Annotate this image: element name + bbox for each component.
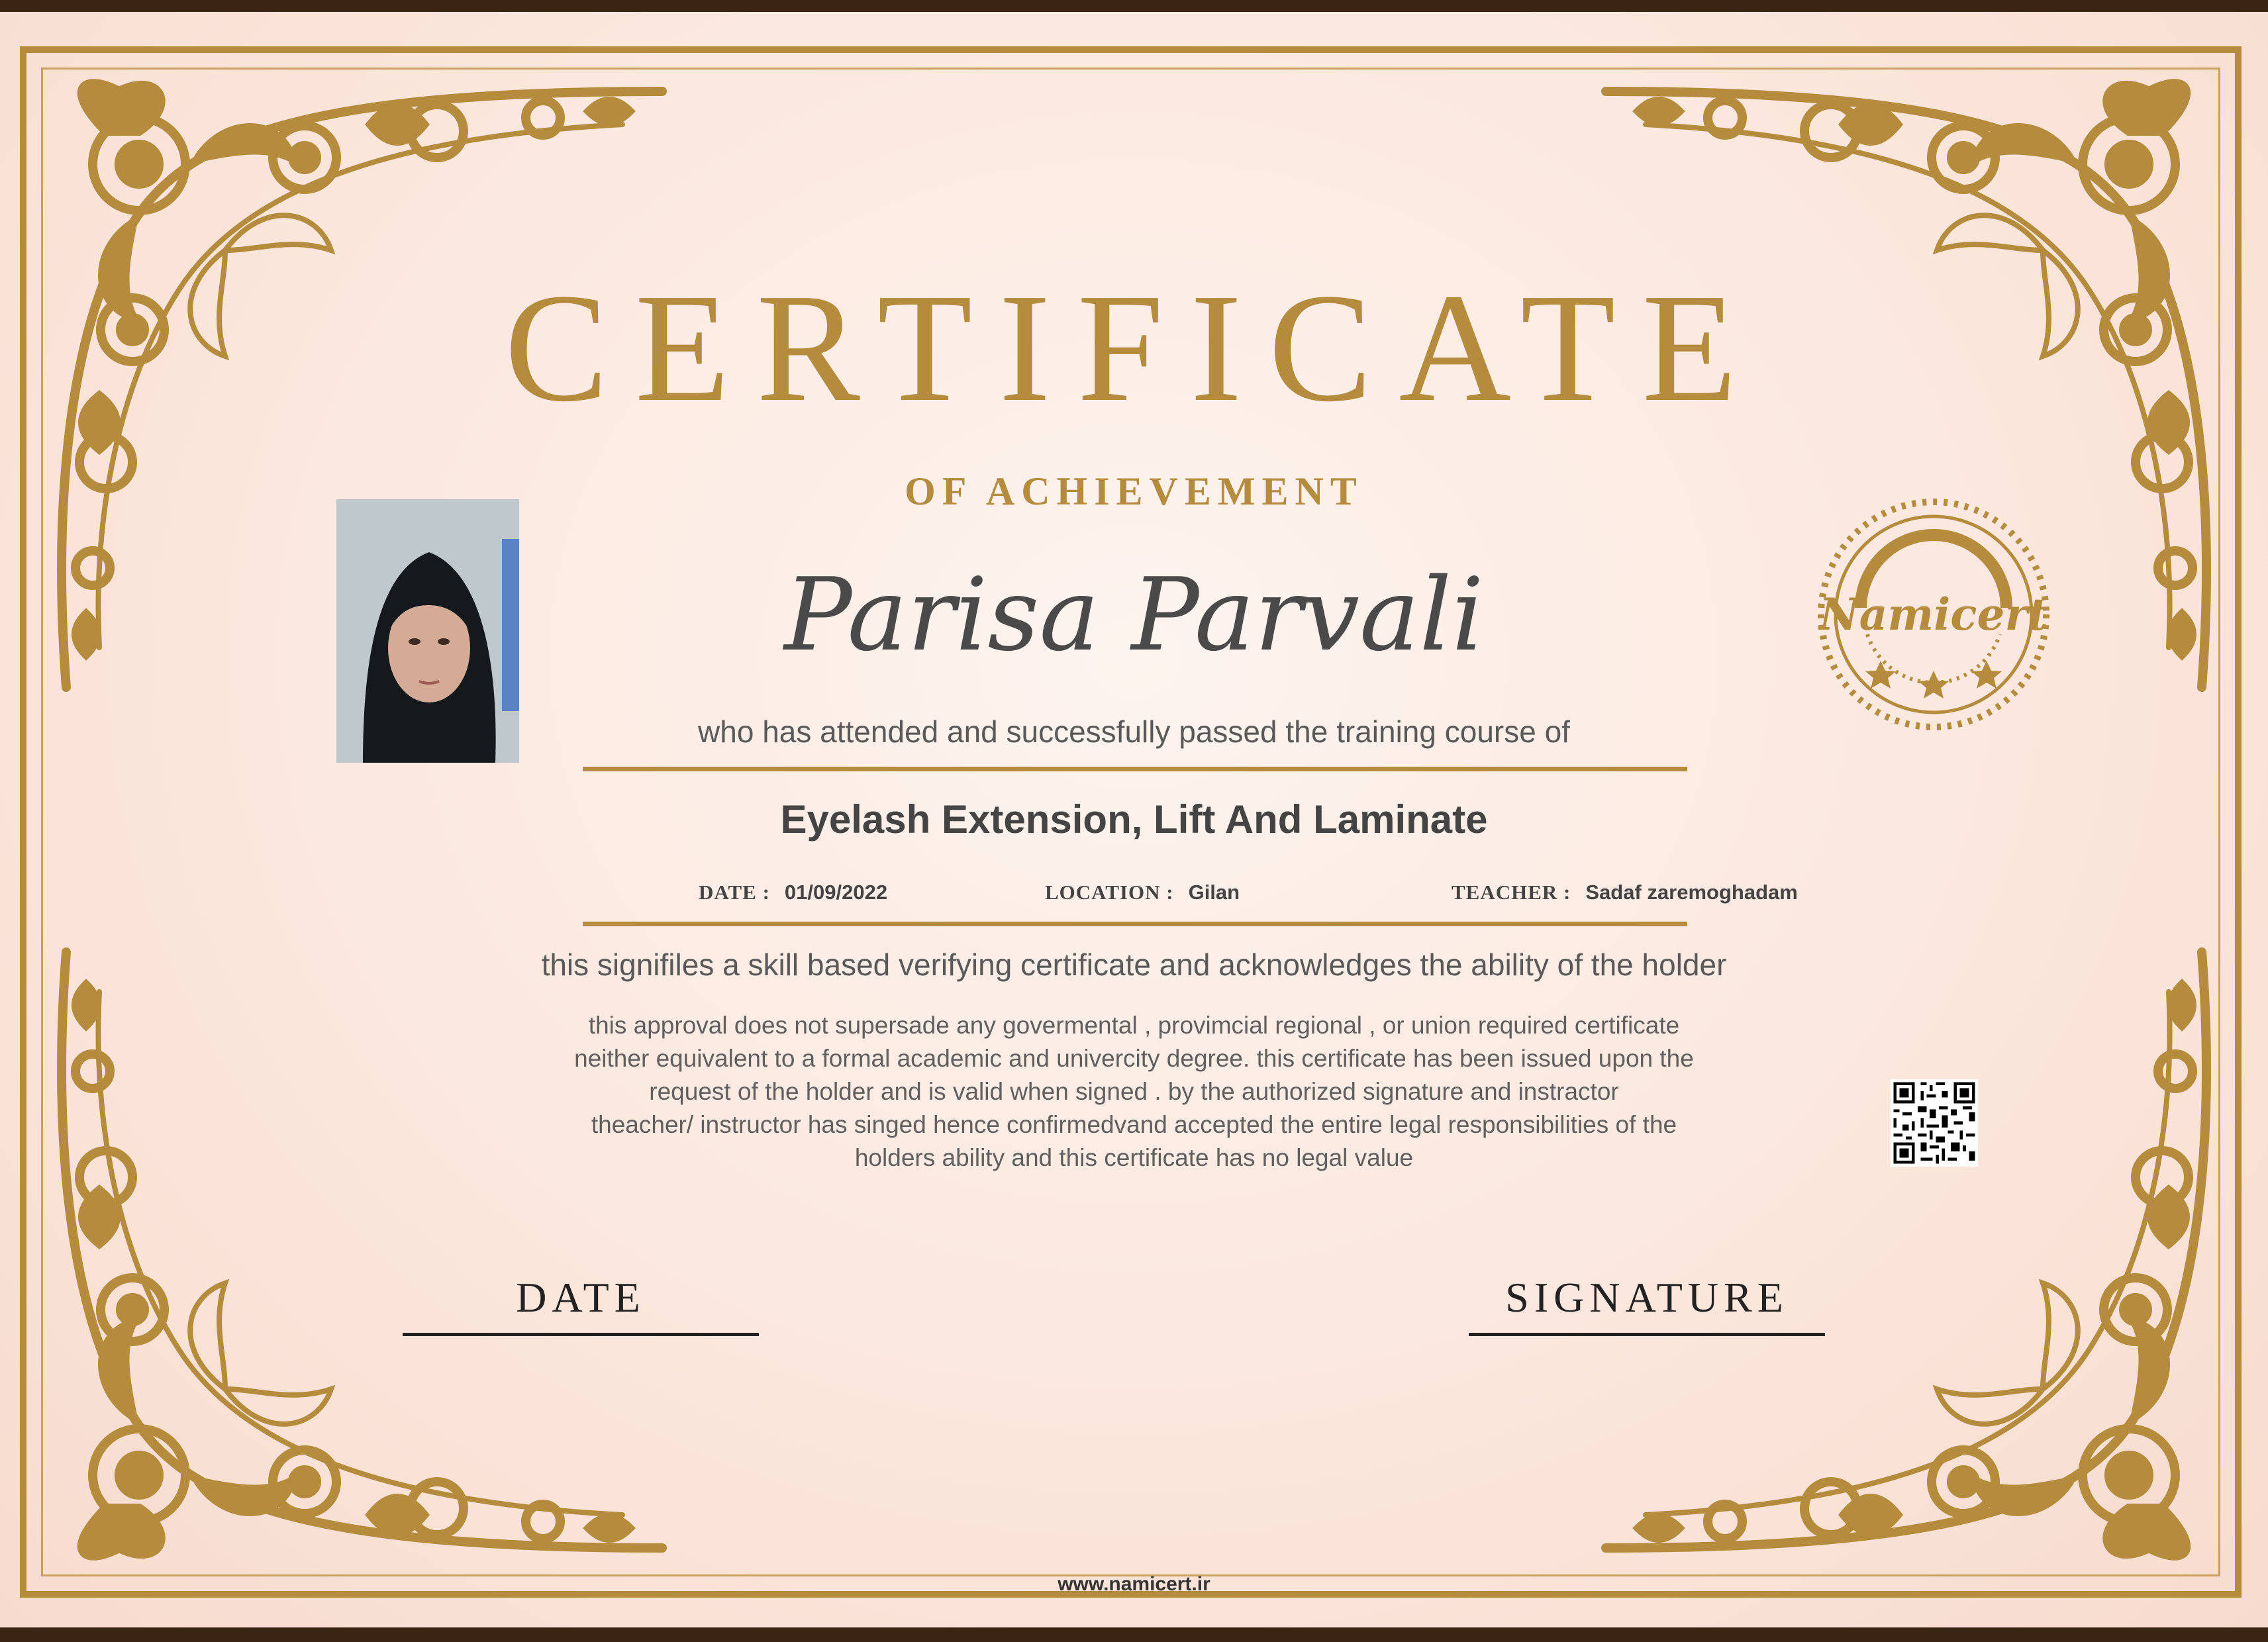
date-label: DATE : [699, 881, 770, 904]
svg-text:Namicert: Namicert [1819, 589, 2048, 640]
certificate-subtitle: OF ACHIEVEMENT [905, 469, 1363, 513]
recipient-name: Parisa Parvali [784, 556, 1484, 673]
divider-top [583, 767, 1687, 771]
disclaimer-line: theacher/ instructor has singed hence confirmedvand accepted the entire legal responsibilities of the [591, 1111, 1677, 1138]
divider-bottom [583, 922, 1687, 926]
disclaimer [517, 1009, 1751, 1175]
disclaimer-line: neither equivalent to a formal academic and univercity degree. this certificate has been issued upon the [574, 1045, 1694, 1072]
meta-date [699, 881, 887, 904]
meta-location [1045, 881, 1240, 904]
teacher-value: Sadaf zaremoghadam [1585, 881, 1798, 904]
lead-text: who has attended and successfully passed the training course of [698, 714, 1570, 749]
date-line [403, 1333, 759, 1336]
namicert-seal-icon [1811, 492, 2056, 737]
disclaimer-line: request of the holder and is valid when signed . by the authorized signature and instractor [649, 1078, 1619, 1105]
signature-line [1469, 1333, 1825, 1336]
course-name: Eyelash Extension, Lift And Laminate [780, 797, 1488, 842]
certificate-title: CERTIFICATE [504, 262, 1764, 434]
teacher-label: TEACHER : [1452, 881, 1571, 904]
disclaimer-line: this approval does not supersade any govermental , provimcial regional , or union required certificate [588, 1012, 1680, 1039]
qr-code-icon[interactable] [1891, 1079, 1978, 1167]
location-value: Gilan [1188, 881, 1240, 904]
footer-date-label: DATE [516, 1274, 646, 1321]
date-value: 01/09/2022 [784, 881, 888, 904]
signifies-text: this signifiles a skill based verifying certificate and acknowledges the ability of the holder [541, 947, 1727, 982]
certificate-page [0, 12, 2268, 1627]
meta-teacher [1452, 881, 1798, 904]
footer-signature-label: SIGNATURE [1505, 1274, 1789, 1321]
disclaimer-line: holders ability and this certificate has no legal value [854, 1144, 1414, 1171]
website-link[interactable]: www.namicert.ir [1058, 1573, 1210, 1595]
location-label: LOCATION : [1045, 881, 1174, 904]
